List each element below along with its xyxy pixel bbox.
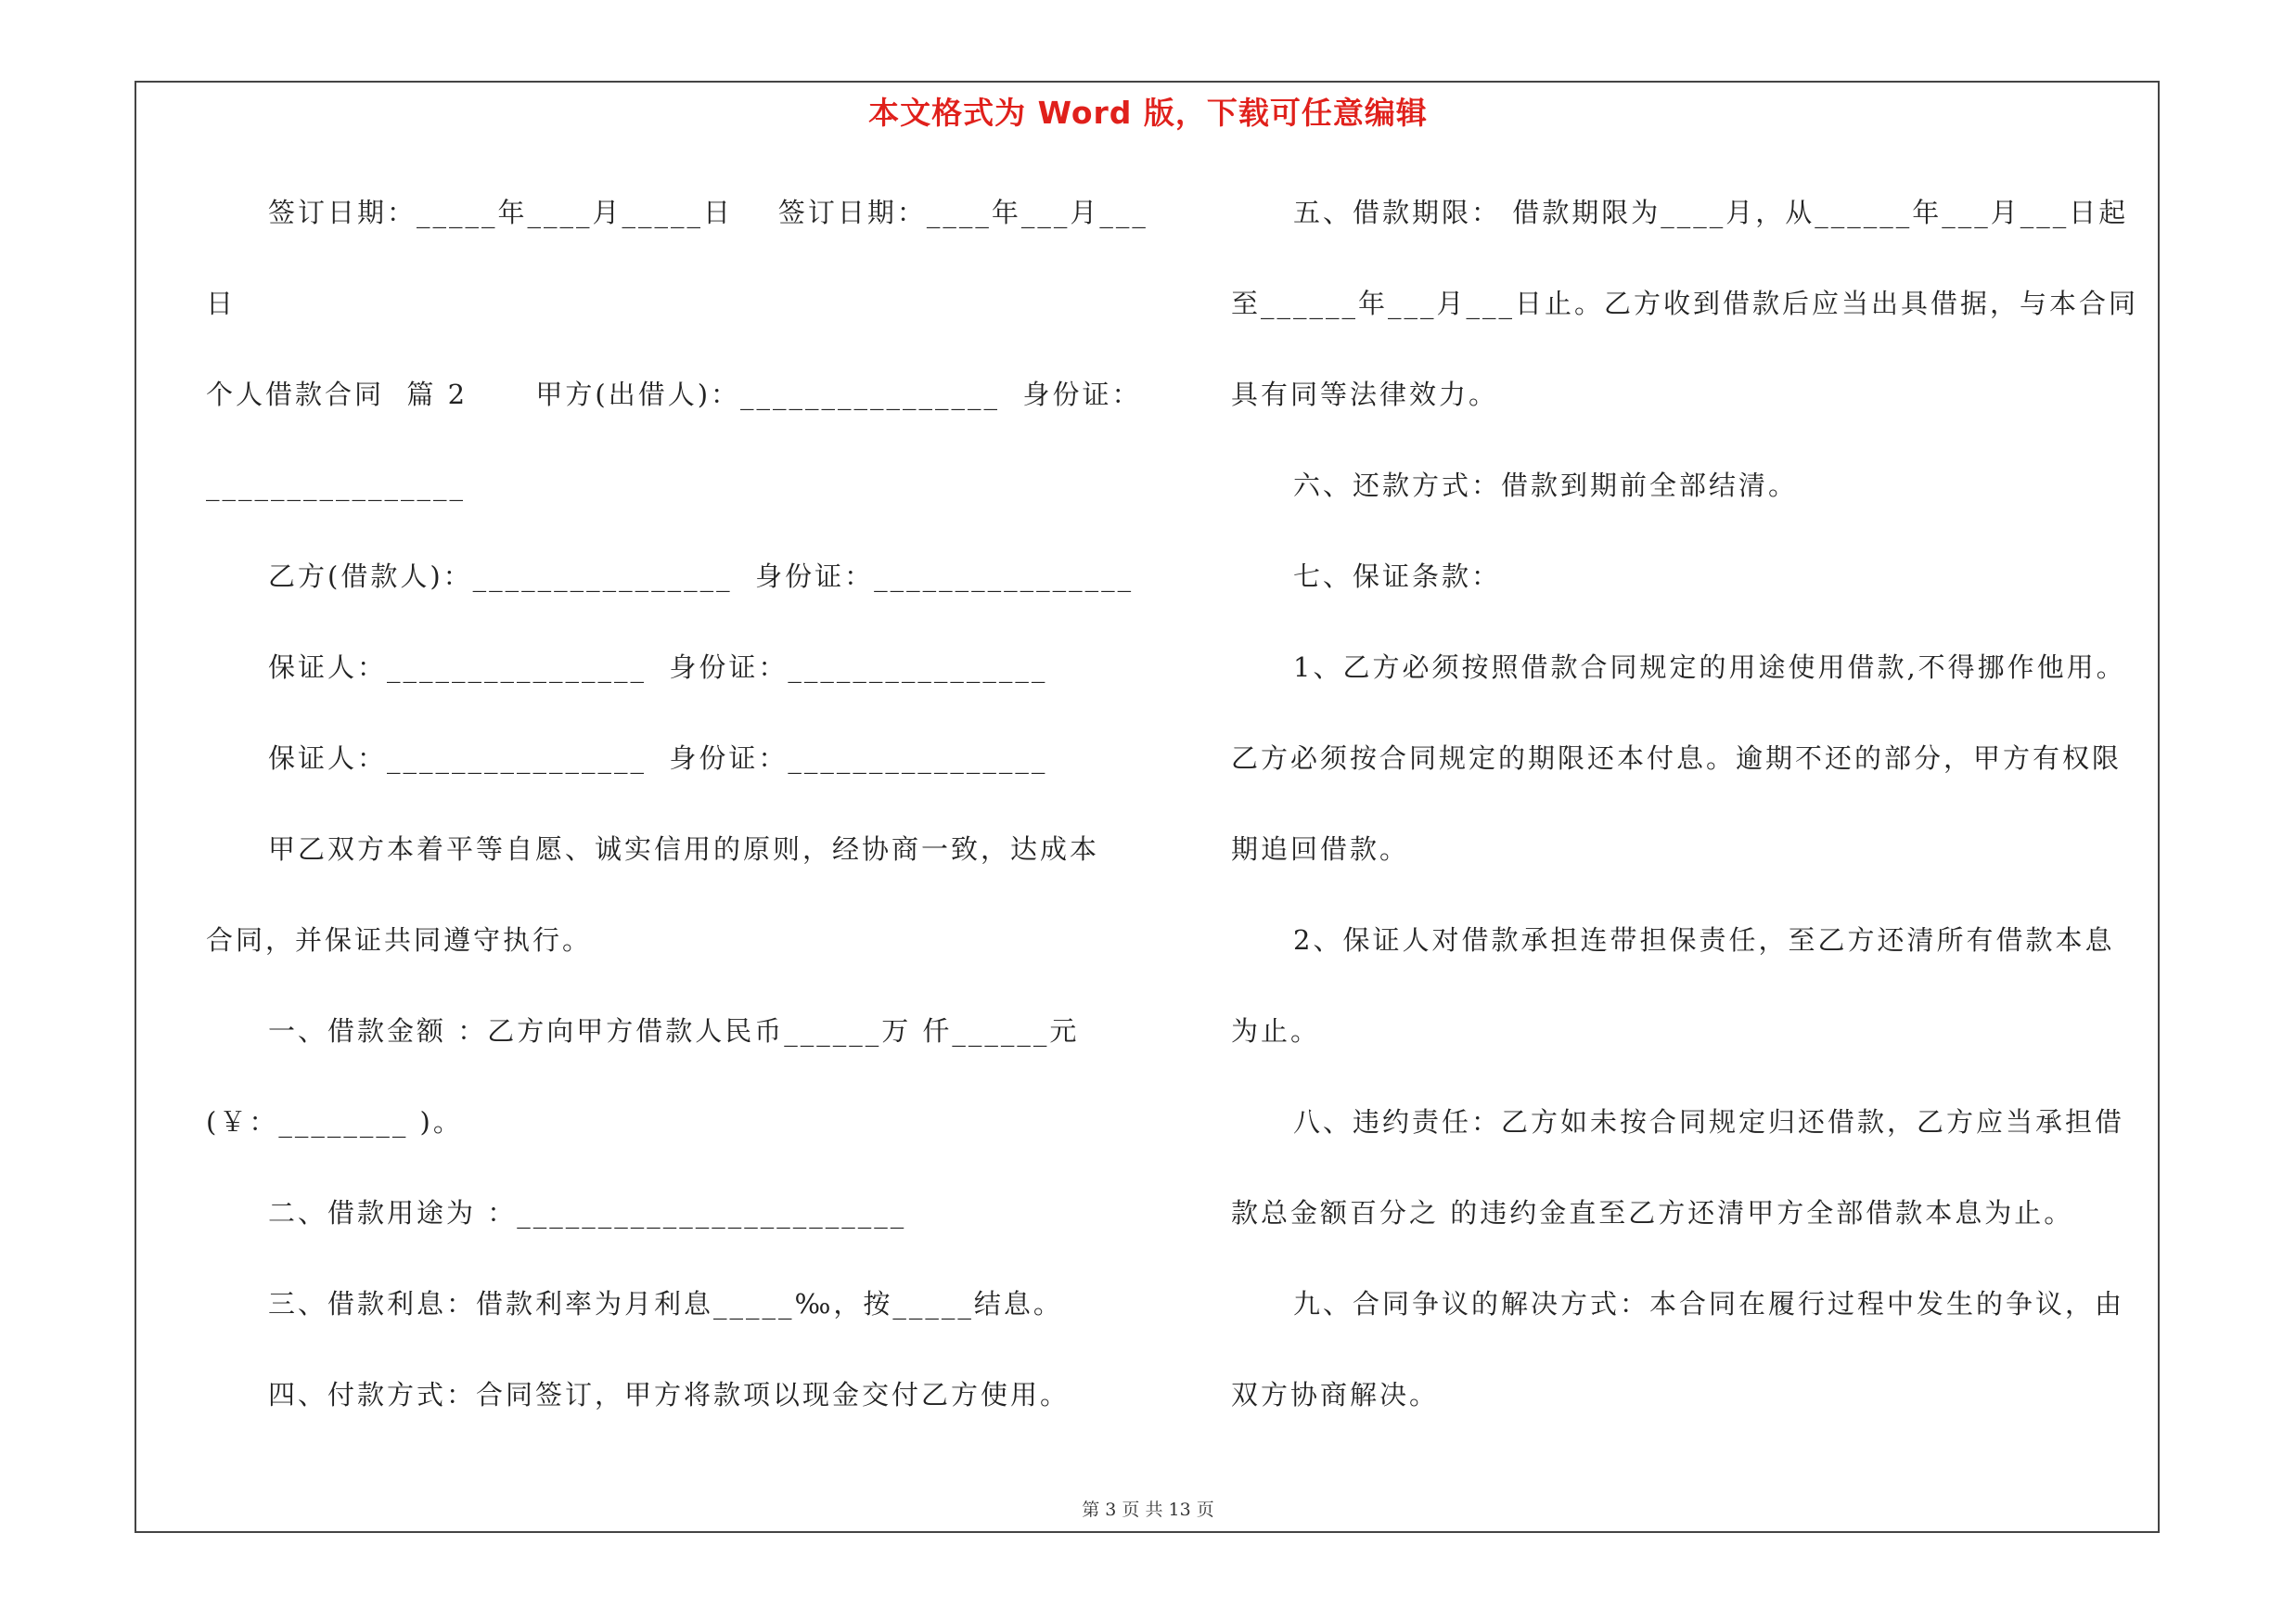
paragraph-line: 期追回借款。 <box>1231 833 1410 865</box>
paragraph-line: ________________ <box>206 470 466 501</box>
paragraph-line: 九、合同争议的解决方式：本合同在履行过程中发生的争议，由 <box>1293 1288 2125 1320</box>
paragraph-line: 七、保证条款： <box>1293 560 1502 592</box>
paragraph-line: 1、乙方必须按照借款合同规定的用途使用借款,不得挪作他用。 <box>1293 651 2126 683</box>
paragraph-line: 八、违约责任：乙方如未按合同规定归还借款，乙方应当承担借 <box>1293 1106 2125 1138</box>
paragraph-line: 保证人：________________ 身份证：________________ <box>268 651 1048 683</box>
paragraph-line: 保证人：________________ 身份证：________________ <box>268 742 1048 774</box>
page-footer: 第 3 页 共 13 页 <box>1082 1500 1214 1520</box>
paragraph-line: 乙方必须按合同规定的期限还本付息。逾期不还的部分，甲方有权限 <box>1231 742 2123 774</box>
paragraph-line: 具有同等法律效力。 <box>1231 379 1499 410</box>
paragraph-line: 至______年___月___日止。乙方收到借款后应当出具借据，与本合同 <box>1231 288 2139 319</box>
paragraph-line: 日 <box>206 288 237 319</box>
paragraph-line: 五、借款期限： 借款期限为____月，从______年___月___日起 <box>1293 197 2129 228</box>
paragraph-line: 六、还款方式：借款到期前全部结清。 <box>1293 470 1799 501</box>
paragraph-line: 三、借款利息：借款利率为月利息_____‰，按_____结息。 <box>268 1288 1063 1320</box>
paragraph-line: 个人借款合同 篇 2 甲方(出借人)：________________ 身份证： <box>206 379 1142 410</box>
paragraph-line: 一、借款金额 ：乙方向甲方借款人民币______万 仟______元 <box>268 1015 1080 1047</box>
paragraph-line: 签订日期：_____年____月_____日 签订日期：____年___月___ <box>268 197 1148 228</box>
paragraph-line: (￥：________ )。 <box>206 1106 463 1138</box>
format-banner: 本文格式为 Word 版，下载可任意编辑 <box>868 95 1428 131</box>
paragraph-line: 甲乙双方本着平等自愿、诚实信用的原则，经协商一致，达成本 <box>268 833 1100 865</box>
paragraph-line: 2、保证人对借款承担连带担保责任，至乙方还清所有借款本息 <box>1293 924 2115 956</box>
paragraph-line: 四、付款方式：合同签订，甲方将款项以现金交付乙方使用。 <box>268 1379 1071 1410</box>
paragraph-line: 合同，并保证共同遵守执行。 <box>206 924 593 956</box>
paragraph-line: 为止。 <box>1231 1015 1321 1047</box>
paragraph-line: 乙方(借款人)：________________ 身份证：________________ <box>268 560 1135 592</box>
paragraph-line: 款总金额百分之 的违约金直至乙方还清甲方全部借款本息为止。 <box>1231 1197 2074 1229</box>
paragraph-line: 双方协商解决。 <box>1231 1379 1440 1410</box>
paragraph-line: 二、借款用途为 ：________________________ <box>268 1197 907 1229</box>
right-column <box>1231 182 2159 1455</box>
left-column <box>206 182 1152 1455</box>
